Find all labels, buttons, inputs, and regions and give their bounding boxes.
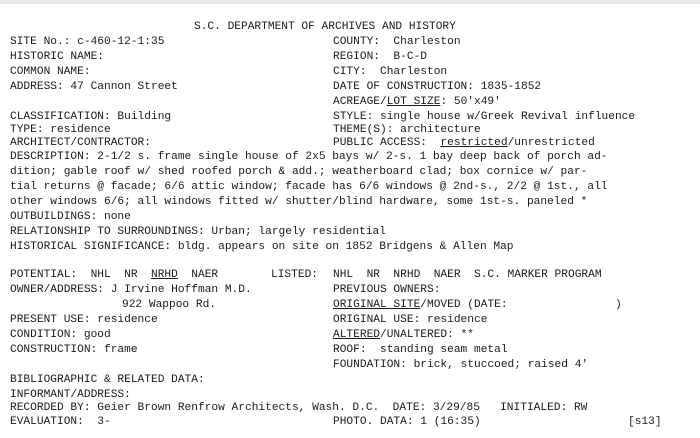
lot-size-label: LOT SIZE: [386, 96, 441, 108]
unrestricted-option: /unrestricted: [507, 137, 595, 149]
classification: CLASSIFICATION: Building: [10, 111, 172, 123]
roof: ROOF: standing seam metal: [333, 344, 508, 356]
description-line: other windows 6/6; all windows fitted w/ shutter/blind hardware, some 1st-s. paneled *: [10, 196, 588, 208]
acreage-label: ACREAGE/: [333, 96, 387, 108]
site-number: SITE No.: c-460-12-1:35: [10, 36, 165, 48]
type: TYPE: residence: [10, 124, 111, 136]
altered-unaltered: [333, 329, 474, 342]
scan-edge: [0, 0, 700, 4]
photo-data: PHOTO. DATA: 1 (16:35): [333, 416, 481, 428]
construction: CONSTRUCTION: frame: [10, 344, 138, 356]
historical-significance: HISTORICAL SIGNIFICANCE: bldg. appears on site on 1852 Bridgens & Allen Map: [10, 241, 514, 253]
bibliographic-data: BIBLIOGRAPHIC & RELATED DATA:: [10, 374, 205, 386]
common-name: COMMON NAME:: [10, 66, 91, 78]
condition: CONDITION: good: [10, 329, 111, 341]
moved-option: /MOVED (DATE: ): [420, 299, 622, 311]
present-use: PRESENT USE: residence: [10, 314, 158, 326]
informant-address: INFORMANT/ADDRESS:: [10, 389, 131, 401]
date-of-construction: DATE OF CONSTRUCTION: 1835-1852: [333, 81, 542, 93]
restricted-option: restricted: [440, 137, 508, 149]
region: REGION: B-C-D: [333, 51, 427, 63]
original-site-option: ORIGINAL SITE: [333, 299, 421, 311]
sheet-reference: [s13]: [628, 416, 662, 428]
architect-contractor: ARCHITECT/CONTRACTOR:: [10, 137, 151, 149]
city: CITY: Charleston: [333, 66, 448, 78]
historic-name: HISTORIC NAME:: [10, 51, 104, 63]
owner-street: 922 Wappoo Rd.: [122, 299, 216, 311]
evaluation: EVALUATION: 3-: [10, 416, 111, 428]
acreage-lot-size: [333, 96, 501, 109]
previous-owners: PREVIOUS OWNERS:: [333, 284, 441, 296]
original-site-moved: [333, 299, 622, 312]
description-line: tial returns @ facade; 6/6 attic window; facade has 6/6 windows @ 2nd-s., 2/2 @ 1st., all: [10, 181, 608, 193]
altered-option: ALTERED: [333, 329, 380, 341]
foundation: FOUNDATION: brick, stuccoed; raised 4': [333, 359, 589, 371]
lot-size-value: : 50'x49': [440, 96, 501, 108]
county: COUNTY: Charleston: [333, 36, 461, 48]
address: ADDRESS: 47 Cannon Street: [10, 81, 178, 93]
outbuildings: OUTBUILDINGS: none: [10, 211, 131, 223]
recorded-by: RECORDED BY: Geier Brown Renfrow Architects, Wash. D.C. DATE: 3/29/85 INITIALED: RW: [10, 402, 588, 414]
relationship-to-surroundings: RELATIONSHIP TO SURROUNDINGS: Urban; largely residential: [10, 226, 386, 238]
unaltered-option: /UNALTERED: **: [380, 329, 474, 341]
description-line: dition; gable roof w/ shed roofed porch & add.; weatherboard clad; box cornice w/ par-: [10, 166, 588, 178]
potential-nrhd: NRHD: [151, 269, 178, 281]
listed-label: LISTED:: [271, 269, 318, 281]
public-access-label: PUBLIC ACCESS:: [333, 137, 441, 149]
form-title: S.C. DEPARTMENT OF ARCHIVES AND HISTORY: [194, 21, 456, 33]
description-line: DESCRIPTION: 2-1/2 s. frame single house of 2x5 bays w/ 2-s. 1 bay deep back of porch ad-: [10, 151, 608, 163]
style: STYLE: single house w/Greek Revival influence: [333, 111, 636, 123]
public-access: [333, 137, 595, 150]
owner-address: OWNER/ADDRESS: J Irvine Hoffman M.D.: [10, 284, 252, 296]
themes: THEME(S): architecture: [333, 124, 481, 136]
potential: [10, 269, 218, 282]
original-use: ORIGINAL USE: residence: [333, 314, 488, 326]
potential-naer: NAER: [177, 269, 219, 281]
listed-options: NHL NR NRHD NAER S.C. MARKER PROGRAM: [333, 269, 602, 281]
potential-label: POTENTIAL: NHL NR: [10, 269, 151, 281]
